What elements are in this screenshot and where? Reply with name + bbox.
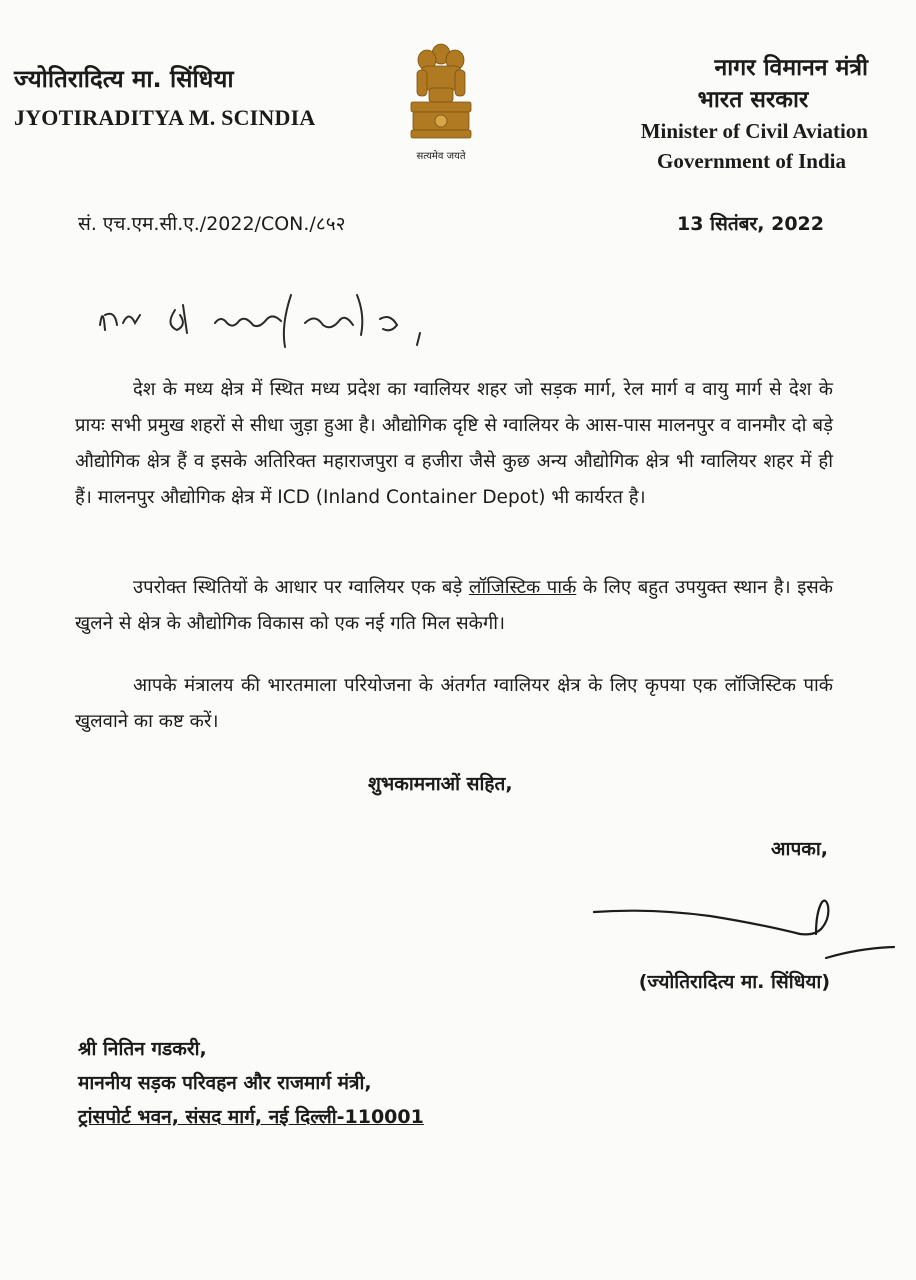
addressee-block [78,1032,424,1134]
letter-date: 13 सितंबर, 2022 [677,213,824,235]
body-paragraph-2-text-after: के लिए बहुत उपयुक्त स्थान है। इसके खुलने से क्षेत्र के औद्योगिक विकास को एक नई गति मिल सकेगी। [75,577,833,634]
signature [590,890,900,970]
addressee-address: ट्रांसपोर्ट भवन, संसद मार्ग, नई दिल्ली-110001 [78,1106,424,1128]
body-paragraph-2-text-before: उपरोक्त स्थितियों के आधार पर ग्वालियर एक बड़े [133,577,463,598]
ashoka-emblem-icon [405,40,477,146]
closing-greeting: शुभकामनाओं सहित, [368,773,513,795]
national-emblem [398,40,484,170]
sender-name-english: JYOTIRADITYA M. SCINDIA [14,105,316,130]
body-paragraph-1 [75,372,833,516]
handwriting-salutation-graphic [95,285,455,360]
body-paragraph-1-text: देश के मध्य क्षेत्र में स्थित मध्य प्रदेश का ग्वालियर शहर जो सड़क मार्ग, रेल मार्ग व वायु मार्ग से देश के प्रायः सभी प्रमुख शहरों से सीधा जुड़ा हुआ है। औद्योगिक दृष्टि से ग्वालियर के आस-पास मालनपुर व वानमौर दो बड़े औद्योगिक क्षेत्र हैं व इसके अतिरिक्त महाराजपुरा व हजीरा जैसे कुछ अन्य औद्योगिक क्षेत्र भी ग्वालियर शहर में ही हैं। मालनपुर औद्योगिक क्षेत्र में ICD (Inland Container Depot) भी कार्यरत है। [75,379,833,508]
addressee-name: श्री नितिन गडकरी, [78,1038,207,1060]
designation-block [568,52,868,176]
yours-faithfully: आपका, [771,838,828,860]
designation-hindi-line1: नागर विमानन मंत्री [714,55,868,81]
body-paragraph-2 [75,570,833,642]
addressee-designation: माननीय सड़क परिवहन और राजमार्ग मंत्री, [78,1072,372,1094]
emblem-motto: सत्यमेव जयते [416,151,466,162]
body-paragraph-3-text: आपके मंत्रालय की भारतमाला परियोजना के अंतर्गत ग्वालियर क्षेत्र के लिए कृपया एक लॉजिस्टिक पार्क खुलवाने का कष्ट करें। [75,675,833,732]
signature-graphic [590,890,900,970]
signatory-name: (ज्योतिरादित्य मा. सिंधिया) [638,971,830,993]
body-paragraph-3 [75,668,833,740]
handwritten-salutation [95,285,455,360]
designation-english-line2: Government of India [657,149,846,173]
sender-name-hindi: ज्योतिरादित्य मा. सिंधिया [14,65,234,93]
designation-english-line1: Minister of Civil Aviation [640,119,868,143]
reference-number: सं. एच.एम.सी.ए./2022/CON./८५२ [78,213,346,235]
designation-hindi-line2: भारत सरकार [697,87,809,113]
logistics-park-underlined: लॉजिस्टिक पार्क [468,577,577,598]
